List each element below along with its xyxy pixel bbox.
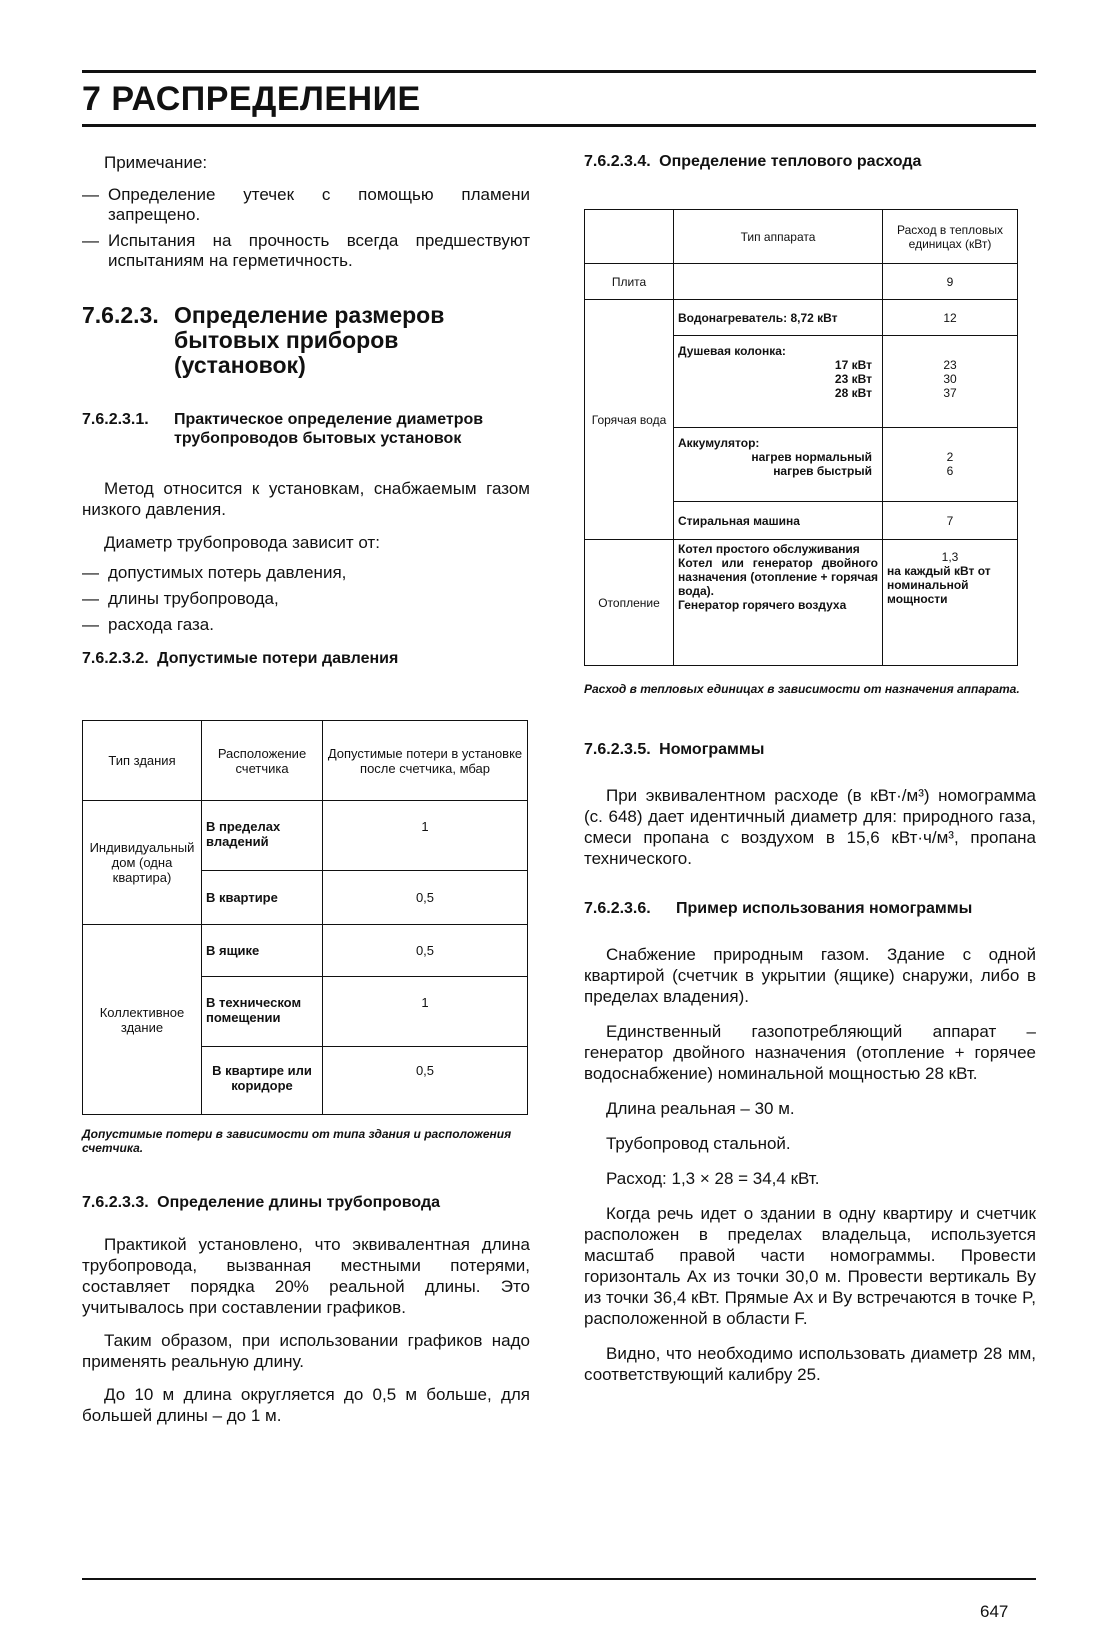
heat-consumption-table xyxy=(584,209,1018,666)
section-heading-76235: 7.6.2.3.5. Номограммы xyxy=(584,741,765,758)
paragraph: Метод относится к установкам, снабжаемым газом низкого давления. xyxy=(82,479,530,519)
appliance-cell: Стиральная машина xyxy=(674,502,883,540)
section-heading-76236: 7.6.2.3.6. Пример использования номограммы xyxy=(584,900,973,917)
value-cell: 2 6 xyxy=(883,428,1018,502)
category-cell: Отопление xyxy=(585,540,674,666)
accumulator-label: Аккумулятор: xyxy=(678,436,760,450)
paragraph: Снабжение природным газом. Здание с одной квартирой (счетчик в укрытии (ящике) снаружи, либо в пределах владения). xyxy=(584,945,1036,1006)
note-item: — Определение утечек с помощью пламени запрещено. xyxy=(82,185,530,224)
location-cell: В техническом помещении xyxy=(202,977,323,1047)
table-caption: Расход в тепловых единицах в зависимости от назначения аппарата. xyxy=(584,682,1020,696)
location-cell: В квартире xyxy=(202,871,323,925)
appliance-cell xyxy=(674,428,883,502)
value-cell: 9 xyxy=(883,264,1018,300)
appliance-cell xyxy=(674,540,883,666)
table-caption: Допустимые потери в зависимости от типа здания и расположения счетчика. xyxy=(82,1127,512,1155)
table-header: Тип здания xyxy=(83,721,202,801)
value-cell: 1,3 на каждый кВт от номинальной мощности xyxy=(883,540,1018,666)
building-type-cell: Коллективное здание xyxy=(83,925,202,1115)
heating-item: Генератор горячего воздуха xyxy=(678,598,847,612)
location-cell: В ящике xyxy=(202,925,323,977)
paragraph: Длина реальная – 30 м. xyxy=(606,1099,795,1118)
paragraph: Таким образом, при использовании графиков надо применять реальную длину. xyxy=(82,1331,530,1371)
paragraph: При эквивалентном расходе (в кВт·/м³) номограмма (с. 648) дает идентичный диаметр для: природного газа, смеси пропана с воздухом в 15,6 кВт·ч/м³, пропана технического. xyxy=(584,786,1036,868)
table-header: Тип аппарата xyxy=(674,210,883,264)
value-cell: 12 xyxy=(883,300,1018,336)
table-row xyxy=(585,264,1018,300)
page-number: 647 xyxy=(980,1602,1009,1621)
appliance-cell xyxy=(674,264,883,300)
shower-power: 17 кВт xyxy=(834,358,872,372)
heating-item: Котел или генератор двойного назначения (отопление + горячая вода). xyxy=(678,556,878,598)
chapter-title: 7 РАСПРЕДЕЛЕНИЕ xyxy=(82,80,421,118)
section-heading-76234: 7.6.2.3.4. Определение теплового расхода xyxy=(584,153,922,170)
shower-label: Душевая колонка: xyxy=(678,344,786,358)
appliance-cell: Водонагреватель: 8,72 кВт xyxy=(674,300,883,336)
paragraph: Единственный газопотребляющий аппарат – генератор двойного назначения (отопление + горячее водоснабжение) номинальной мощностью 28 кВт. xyxy=(584,1022,1036,1083)
bottom-rule xyxy=(82,1578,1036,1580)
top-rule xyxy=(82,70,1036,73)
heating-item: Котел простого обслуживания xyxy=(678,542,860,556)
location-cell: В квартире или коридоре xyxy=(202,1047,323,1115)
value-cell: 0,5 xyxy=(323,925,528,977)
value-cell: 0,5 xyxy=(323,871,528,925)
table-row xyxy=(83,801,528,871)
section-heading-76232: 7.6.2.3.2. Допустимые потери давления xyxy=(82,650,399,667)
category-cell: Плита xyxy=(585,264,674,300)
shower-power: 23 кВт xyxy=(834,372,872,386)
list-item: — расхода газа. xyxy=(82,615,214,634)
title-rule xyxy=(82,124,1036,127)
paragraph: Когда речь идет о здании в одну квартиру и счетчик расположен в пределах владельца, используется масштаб правой части номограммы. Провести горизонталь Ax из точки 30,0 м. Провести вертикаль By из точки 36,4 кВт. Прямые Ax и By встречаются в точке P, расположенной в области F. xyxy=(584,1204,1036,1328)
section-heading-7623: 7.6.2.3. Определение размеров бытовых приборов (установок) xyxy=(82,302,445,378)
left-column xyxy=(82,150,530,1426)
value-cell: 23 30 37 xyxy=(883,336,1018,428)
paragraph: Расход: 1,3 × 28 = 34,4 кВт. xyxy=(606,1169,820,1188)
list-item: — длины трубопровода, xyxy=(82,589,279,608)
note-item: — Испытания на прочность всегда предшествуют испытаниям на герметичность. xyxy=(82,231,530,270)
table-row xyxy=(83,925,528,977)
building-type-cell: Индивидуальный дом (одна квартира) xyxy=(83,801,202,925)
paragraph: Видно, что необходимо использовать диаметр 28 мм, соответствующий калибру 25. xyxy=(584,1344,1036,1384)
location-cell: В пределах владений xyxy=(202,801,323,871)
section-heading-76233: 7.6.2.3.3. Определение длины трубопровода xyxy=(82,1194,441,1211)
section-heading-76231: 7.6.2.3.1. Практическое определение диаметров трубопроводов бытовых установок xyxy=(82,411,484,447)
paragraph: Практикой установлено, что эквивалентная длина трубопровода, вызванная местными потерями, составляет порядка 20% реальной длины. Это учитывалось при составлении графиков. xyxy=(82,1235,530,1317)
paragraph: Диаметр трубопровода зависит от: xyxy=(104,533,380,552)
value-cell: 1 xyxy=(323,801,528,871)
accumulator-mode: нагрев быстрый xyxy=(773,464,872,478)
accumulator-mode: нагрев нормальный xyxy=(751,450,872,464)
right-column xyxy=(584,150,1036,1385)
category-cell: Горячая вода xyxy=(585,300,674,540)
paragraph: До 10 м длина округляется до 0,5 м больше, для большей длины – до 1 м. xyxy=(82,1385,530,1425)
list-item: — допустимых потерь давления, xyxy=(82,563,347,582)
table-header: Расположение счетчика xyxy=(202,721,323,801)
table-header-empty xyxy=(585,210,674,264)
table-header: Допустимые потери в установке после счетчика, мбар xyxy=(323,721,528,801)
value-cell: 7 xyxy=(883,502,1018,540)
table-row xyxy=(585,540,1018,666)
table-row xyxy=(585,300,1018,336)
appliance-cell xyxy=(674,336,883,428)
pressure-loss-table xyxy=(82,720,528,1115)
note-label: Примечание: xyxy=(104,153,208,172)
value-cell: 1 xyxy=(323,977,528,1047)
shower-power: 28 кВт xyxy=(834,386,872,400)
paragraph: Трубопровод стальной. xyxy=(606,1134,791,1153)
value-cell: 0,5 xyxy=(323,1047,528,1115)
table-header: Расход в тепловых единицах (кВт) xyxy=(883,210,1018,264)
